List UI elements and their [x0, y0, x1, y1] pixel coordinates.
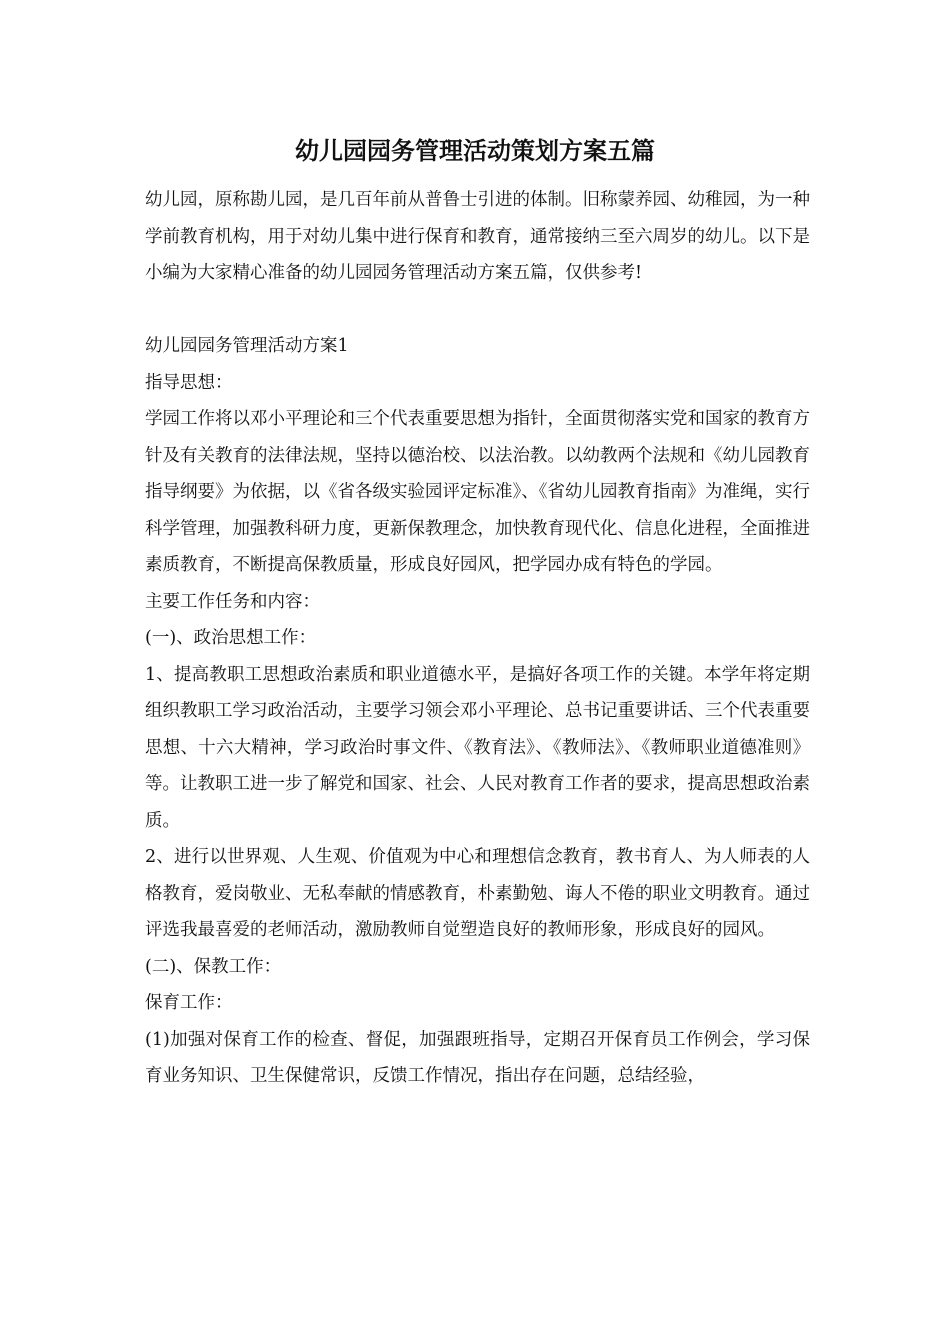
- guiding-paragraph: 学园工作将以邓小平理论和三个代表重要思想为指针，全面贯彻落实党和国家的教育方针及有关教育的法律法规，坚持以德治校、以法治教。以幼教两个法规和《幼儿园教育指导纲要》为依据，以《省各级实验园评定标准》、《省幼儿园教育指南》为准绳，实行科学管理，加强教科研力度，更新保教理念，加快教育现代化、信息化进程，全面推进素质教育，不断提高保教质量，形成良好园风，把学园办成有特色的学园。: [145, 409, 810, 575]
- political-item-1: 1、提高教职工思想政治素质和职业道德水平，是搞好各项工作的关键。本学年将定期组织教职工学习政治活动，主要学习领会邓小平理论、总书记重要讲话、三个代表重要思想、十六大精神，学习政治时事文件、《教育法》、《教师法》、《教师职业道德准则》等。让教职工进一步了解党和国家、社会、人民对教育工作者的要求，提高思想政治素质。: [145, 664, 810, 831]
- document-title: 幼儿园园务管理活动策划方案五篇: [295, 136, 655, 165]
- nursing-work-label: 保育工作：: [145, 993, 233, 1013]
- tasks-label: 主要工作任务和内容：: [145, 591, 320, 612]
- political-work-label: (一)、政治思想工作：: [145, 628, 317, 648]
- political-item-2: 2、进行以世界观、人生观、价值观为中心和理想信念教育，教书育人、为人师表的人格教育，爱岗敬业、无私奉献的情感教育，朴素勤勉、诲人不倦的职业文明教育。通过评选我最喜爱的老师活动，激励教师自觉塑造良好的教师形象，形成良好的园风。: [145, 847, 810, 940]
- care-education-label: (二)、保教工作：: [145, 956, 282, 977]
- document-body: [145, 182, 810, 1095]
- section-heading: 幼儿园园务管理活动方案1: [145, 336, 349, 356]
- nursing-item-1: (1)加强对保育工作的检查、督促，加强跟班指导，定期召开保育员工作例会，学习保育业务知识、卫生保健常识，反馈工作情况，指出存在问题，总结经验，: [145, 1029, 810, 1086]
- blank-line: [145, 292, 810, 329]
- guiding-label: 指导思想：: [145, 372, 233, 393]
- intro-paragraph: 幼儿园，原称勘儿园，是几百年前从普鲁士引进的体制。旧称蒙养园、幼稚园，为一种学前教育机构，用于对幼儿集中进行保育和教育，通常接纳三至六周岁的幼儿。以下是小编为大家精心准备的幼儿园园务管理活动方案五篇，仅供参考!: [145, 190, 810, 283]
